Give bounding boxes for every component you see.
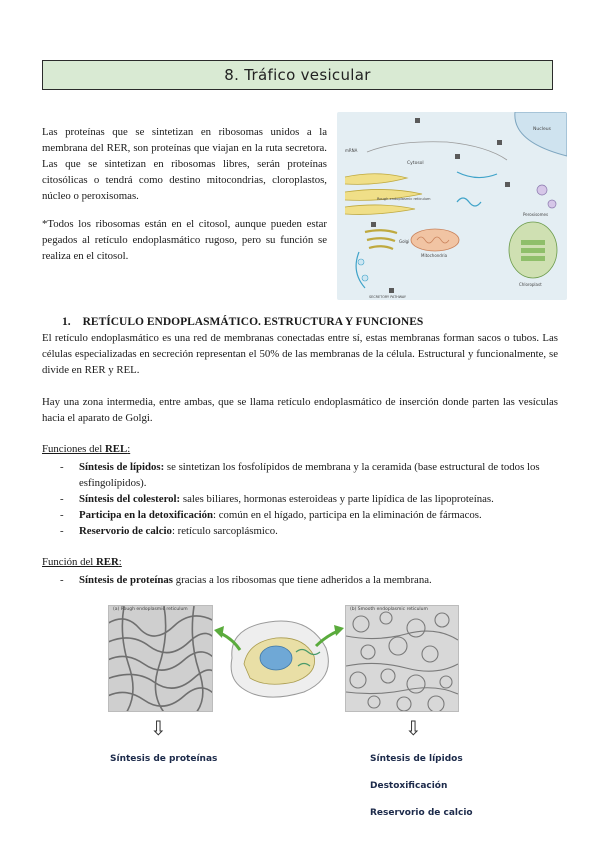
rel-function-list <box>42 459 558 539</box>
rer-function-list <box>42 572 558 588</box>
list-item: - Reservorio de calcio: retículo sarcoplásmico. <box>42 523 558 539</box>
rel-function-label-3: Reservorio de calcio <box>370 808 473 818</box>
er-intermediate-zone: Hay una zona intermedia, entre ambas, que se llama retículo endoplasmático de inserción donde parten las vesículas hacia el aparato de Golgi. <box>42 396 558 424</box>
er-description: El retículo endoplasmático es una red de membranas conectadas entre sí, estas membranas forman sacos o tubos. Las células especializadas en secreción representan el 50% de las membranas de la célula. Estructural y funcionalmente, se divide en RER y REL. <box>42 332 558 376</box>
rel-function-label-2: Destoxificación <box>370 781 448 791</box>
secretory-pathway-label: SECRETORY PATHWAY <box>369 295 406 299</box>
section-heading <box>62 316 423 328</box>
list-item: - Participa en la detoxificación: común en el hígado, participa en la eliminación de fármacos. <box>42 507 558 523</box>
mrna-label: mRNA <box>345 148 358 153</box>
title-banner <box>42 60 553 90</box>
cytosol-label: Cytosol <box>407 161 424 166</box>
section-number: 1. <box>62 316 71 328</box>
rel-caption: (b) Smooth endoplasmic reticulum <box>350 607 428 612</box>
rel-function-label-1: Síntesis de lípidos <box>370 754 463 764</box>
nucleus-label: Nucleus <box>533 127 551 132</box>
intro-paragraph-1: Las proteínas que se sintetizan en ribosomas unidos a la membrana del RER, son proteínas que viajan en la ruta secretora. Las que se sintetizan en ribosomas libres, serán proteínas citosólicas o tendrá como destino mitocondrias, cloroplastos, núcleo o peroxisomas. <box>42 126 327 202</box>
page-title: 8. Tráfico vesicular <box>224 66 371 84</box>
chloroplast-label: Chloroplast <box>519 282 542 287</box>
intro-paragraph-2: *Todos los ribosomas están en el citosol, aunque pueden estar pegados al retículo endoplasmático rugoso, pero su función se realiza en el citosol. <box>42 218 327 262</box>
down-arrow-icon: ⇩ <box>150 716 167 740</box>
nucleus-shape <box>260 646 292 670</box>
vesicular-trafficking-diagram <box>337 112 567 300</box>
rel-label: Funciones del REL: <box>42 443 131 455</box>
rer-label: Función del RER: <box>42 556 122 568</box>
rer-caption: (a) Rough endoplasmic reticulum <box>113 607 188 612</box>
list-item: - Síntesis de proteínas gracias a los ribosomas que tiene adheridos a la membrana. <box>42 572 558 588</box>
cell-illustration <box>214 608 344 708</box>
mitochondria-label: Mitochondria <box>421 253 448 258</box>
list-item: - Síntesis del colesterol: sales biliares, hormonas esteroideas y parte lipídica de las lipoproteínas. <box>42 491 558 507</box>
intro-text <box>42 124 327 276</box>
rer-micrograph <box>108 605 213 712</box>
rel-micrograph <box>345 605 459 712</box>
golgi-label: Golgi <box>399 239 410 244</box>
down-arrow-icon: ⇩ <box>405 716 422 740</box>
list-item: - Síntesis de lípidos: se sintetizan los fosfolípidos de membrana y la ceramida (base estructural de todos los esfingolípidos). <box>42 459 558 491</box>
rer-function-label: Síntesis de proteínas <box>110 754 218 764</box>
peroxisome-label: Peroxisomes <box>523 212 549 217</box>
mitochondria-shape <box>411 229 459 251</box>
rer-label: Rough endoplasmic reticulum <box>377 197 431 201</box>
section-title: RETÍCULO ENDOPLASMÁTICO. ESTRUCTURA Y FUNCIONES <box>82 316 424 328</box>
